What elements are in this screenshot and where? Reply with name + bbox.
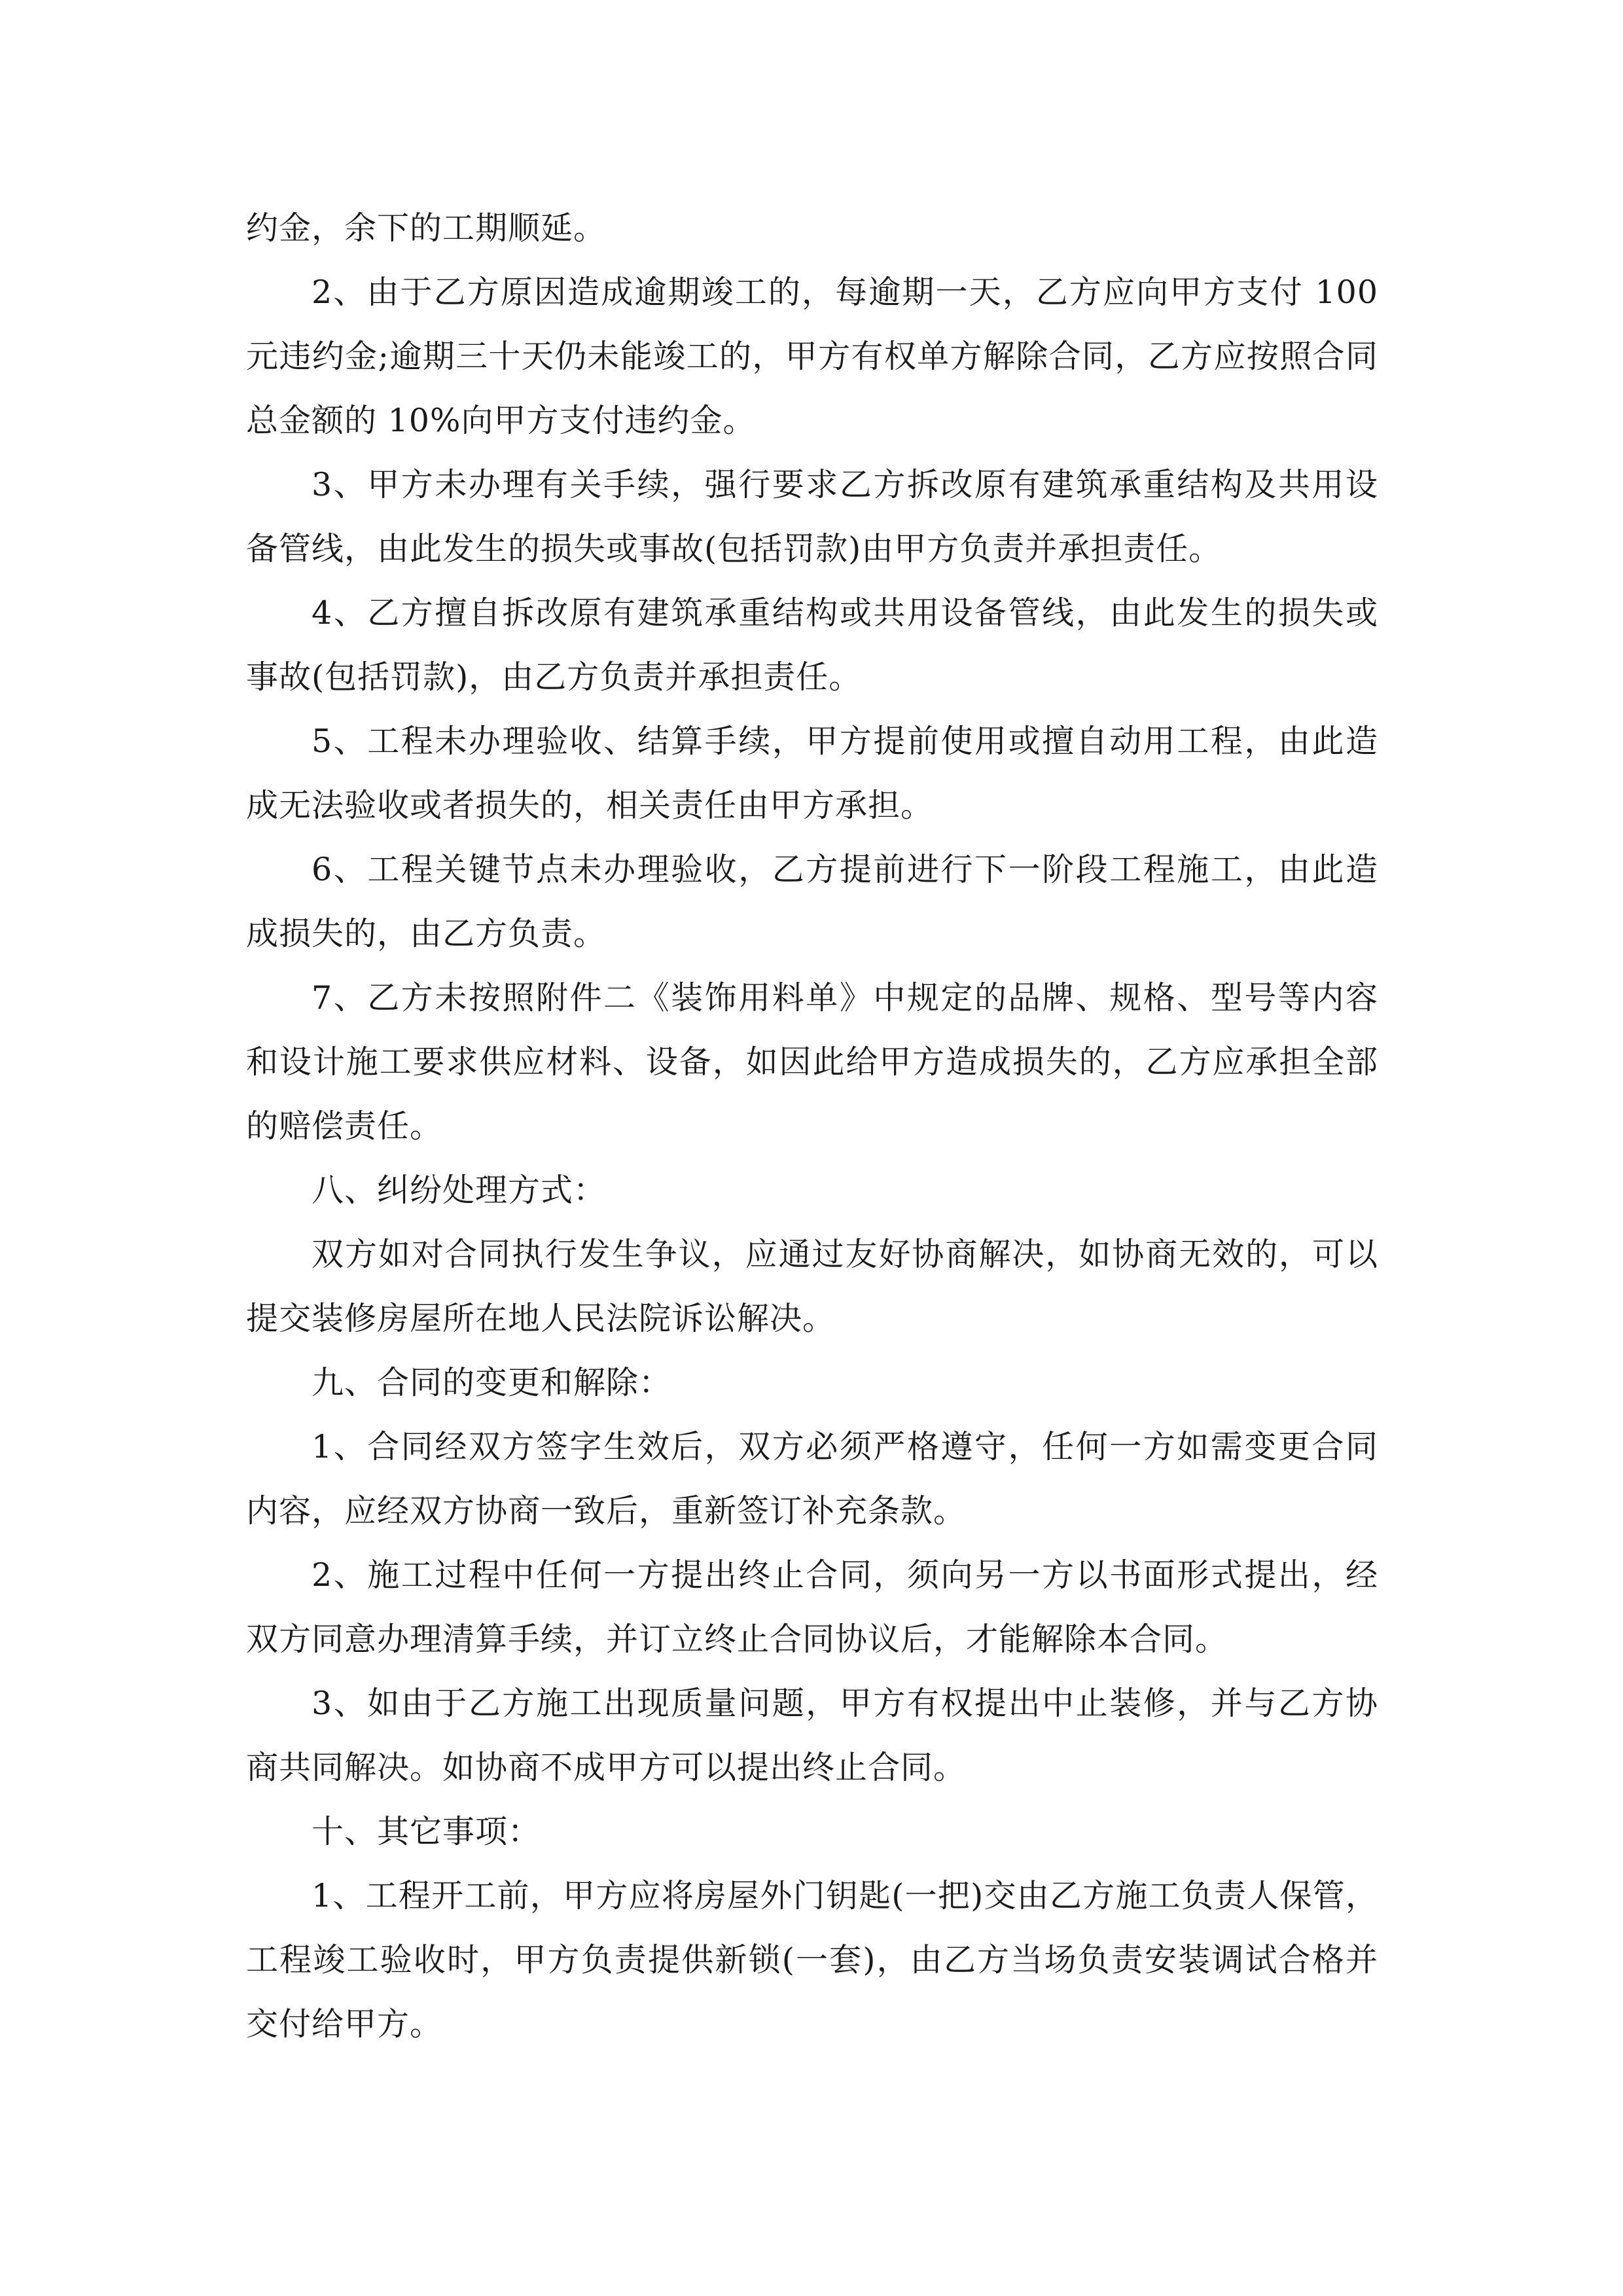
paragraph-clause-3-party-a-alteration: 3、甲方未办理有关手续，强行要求乙方拆改原有建筑承重结构及共用设备管线，由此发生的损失或事故(包括罚款)由甲方负责并承担责任。 — [246, 466, 1378, 567]
paragraph-clause-7-materials: 7、乙方未按照附件二《装饰用料单》中规定的品牌、规格、型号等内容和设计施工要求供应材料、设备，如因此给甲方造成损失的，乙方应承担全部的赔偿责任。 — [246, 979, 1378, 1145]
paragraph-change-1: 1、合同经双方签字生效后，双方必须严格遵守，任何一方如需变更合同内容，应经双方协商一致后，重新签订补充条款。 — [246, 1428, 1378, 1530]
paragraph-clause-2-overdue: 2、由于乙方原因造成逾期竣工的，每逾期一天，乙方应向甲方支付 100 元违约金;逾期三十天仍未能竣工的，甲方有权单方解除合同，乙方应按照合同总金额的 10%向甲方支付违约金。 — [246, 274, 1378, 439]
paragraph-continuation: 约金，余下的工期顺延。 — [246, 209, 607, 247]
paragraph-clause-6-key-node: 6、工程关键节点未办理验收，乙方提前进行下一阶段工程施工，由此造成损失的，由乙方负责。 — [246, 851, 1378, 952]
paragraph-clause-4-party-b-alteration: 4、乙方擅自拆改原有建筑承重结构或共用设备管线，由此发生的损失或事故(包括罚款)，由乙方负责并承担责任。 — [246, 594, 1378, 696]
section-heading-other-matters: 十、其它事项： — [312, 1813, 541, 1850]
paragraph-change-2: 2、施工过程中任何一方提出终止合同，须向另一方以书面形式提出，经双方同意办理清算手续，并订立终止合同协议后，才能解除本合同。 — [246, 1556, 1378, 1658]
section-heading-dispute: 八、纠纷处理方式： — [312, 1172, 607, 1209]
paragraph-change-3: 3、如由于乙方施工出现质量问题，甲方有权提出中止装修，并与乙方协商共同解决。如协商不成甲方可以提出终止合同。 — [246, 1685, 1378, 1786]
paragraph-clause-5-early-use: 5、工程未办理验收、结算手续，甲方提前使用或擅自动用工程，由此造成无法验收或者损失的，相关责任由甲方承担。 — [246, 723, 1378, 824]
section-heading-change-termination: 九、合同的变更和解除： — [312, 1364, 672, 1401]
paragraph-dispute-resolution: 双方如对合同执行发生争议，应通过友好协商解决，如协商无效的，可以提交装修房屋所在地人民法院诉讼解决。 — [246, 1236, 1378, 1337]
paragraph-other-1: 1、工程开工前，甲方应将房屋外门钥匙(一把)交由乙方施工负责人保管，工程竣工验收时，甲方负责提供新锁(一套)，由乙方当场负责安装调试合格并交付给甲方。 — [246, 1877, 1378, 2043]
document-body — [246, 196, 1378, 2056]
